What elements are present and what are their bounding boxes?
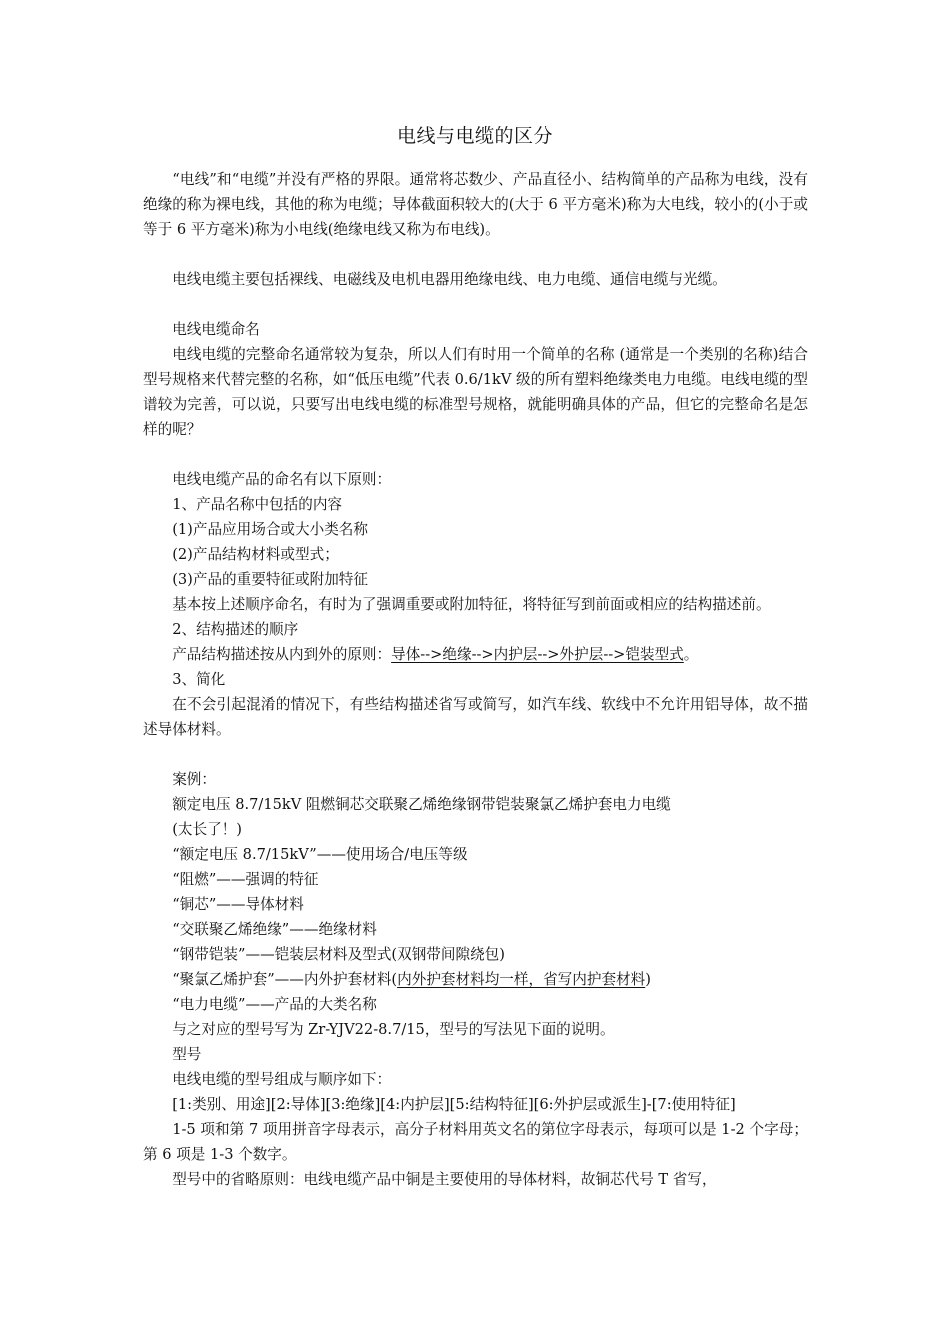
sheath-note-underlined: 内外护套材料均一样，省写内护套材料 — [397, 971, 646, 988]
blank-line — [143, 742, 808, 767]
case-part-insulation: “交联聚乙烯绝缘”——绝缘材料 — [172, 921, 377, 938]
case-part-category: “电力电缆”——产品的大类名称 — [172, 996, 377, 1013]
principles-intro: 电线电缆产品的命名有以下原则： — [172, 471, 392, 488]
document-title: 电线与电缆的区分 — [396, 125, 553, 147]
case-part-voltage: “额定电压 8.7/15kV”——使用场合/电压等级 — [172, 846, 468, 863]
rule-2-text — [143, 642, 808, 667]
rule-2: 2、结构描述的顺序 — [172, 621, 299, 638]
blank-line — [143, 442, 808, 467]
model-order-intro: 电线电缆的型号组成与顺序如下： — [172, 1071, 392, 1088]
model-format: [1:类别、用途][2:导体][3:绝缘][4:内护层][5:结构特征][6:外护层或派生]-[7:使用特征] — [172, 1096, 736, 1113]
case-part-copper: “铜芯”——导体材料 — [172, 896, 304, 913]
heading-model: 型号 — [172, 1046, 202, 1063]
case-part-armor: “钢带铠装”——铠装层材料及型式(双钢带间隙绕包) — [172, 946, 505, 963]
case-label: 案例： — [172, 771, 216, 788]
rule-3: 3、简化 — [172, 671, 226, 688]
paragraph-categories: 电线电缆主要包括裸线、电磁线及电机电器用绝缘电线、电力电缆、通信电缆与光缆。 — [172, 271, 727, 288]
case-full-name: 额定电压 8.7/15kV 阻燃铜芯交联聚乙烯绝缘钢带铠装聚氯乙烯护套电力电缆 — [172, 796, 671, 813]
paragraph-simplify: 在不会引起混淆的情况下，有些结构描述省写或简写，如汽车线、软线中不允许用铝导体，故不描述导体材料。 — [143, 696, 808, 738]
paragraph-omission: 型号中的省略原则：电线电缆产品中铜是主要使用的导体材料，故铜芯代号 T 省写， — [172, 1171, 717, 1188]
rule-1-item-c: (3)产品的重要特征或附加特征 — [172, 571, 368, 588]
case-note: (太长了！) — [172, 821, 242, 838]
blank-line — [143, 242, 808, 267]
case-part-sheath — [143, 967, 808, 992]
structure-order-underlined: 导体-->绝缘-->内护层-->外护层-->铠装型式 — [391, 646, 684, 663]
heading-naming: 电线电缆命名 — [172, 321, 260, 338]
rule-1-item-a: (1)产品应用场合或大小类名称 — [172, 521, 368, 538]
paragraph-definition: “电线”和“电缆”并没有严格的界限。通常将芯数少、产品直径小、结构简单的产品称为电线，没有绝缘的称为裸电线，其他的称为电缆；导体截面积较大的(大于 6 平方毫米)称为大电线，较小的(小于或等于 6 平方毫米)称为小电线(绝缘电线又称为布电线)。 — [143, 171, 808, 238]
case-part-flame: “阻燃”——强调的特征 — [172, 871, 319, 888]
document-body — [143, 167, 808, 1192]
paragraph-model-letters: 1-5 项和第 7 项用拼音字母表示，高分子材料用英文名的第位字母表示，每项可以是 1-2 个字母；第 6 项是 1-3 个数字。 — [143, 1121, 808, 1163]
rule-1-item-b: (2)产品结构材料或型式； — [172, 546, 339, 563]
paragraph-order-note: 基本按上述顺序命名，有时为了强调重要或附加特征，将特征写到前面或相应的结构描述前。 — [172, 596, 771, 613]
case-part-sheath-end: ) — [645, 971, 651, 988]
rule-1: 1、产品名称中包括的内容 — [172, 496, 343, 513]
paragraph-naming: 电线电缆的完整命名通常较为复杂，所以人们有时用一个简单的名称 (通常是一个类别的名称)结合型号规格来代替完整的名称，如“低压电缆”代表 0.6/1kV 级的所有塑料绝缘类电力电缆。电线电缆的型谱较为完善，可以说，只要写出电线电缆的标准型号规格，就能明确具体的产品，但它的完整命名是怎样的呢？ — [143, 346, 808, 438]
case-part-sheath-lead: “聚氯乙烯护套”——内外护套材料( — [172, 971, 398, 988]
rule-2-end: 。 — [683, 646, 699, 663]
rule-2-lead: 产品结构描述按从内到外的原则： — [172, 646, 392, 663]
blank-line — [143, 292, 808, 317]
model-correspondence: 与之对应的型号写为 Zr-YJV22-8.7/15，型号的写法见下面的说明。 — [172, 1021, 615, 1038]
